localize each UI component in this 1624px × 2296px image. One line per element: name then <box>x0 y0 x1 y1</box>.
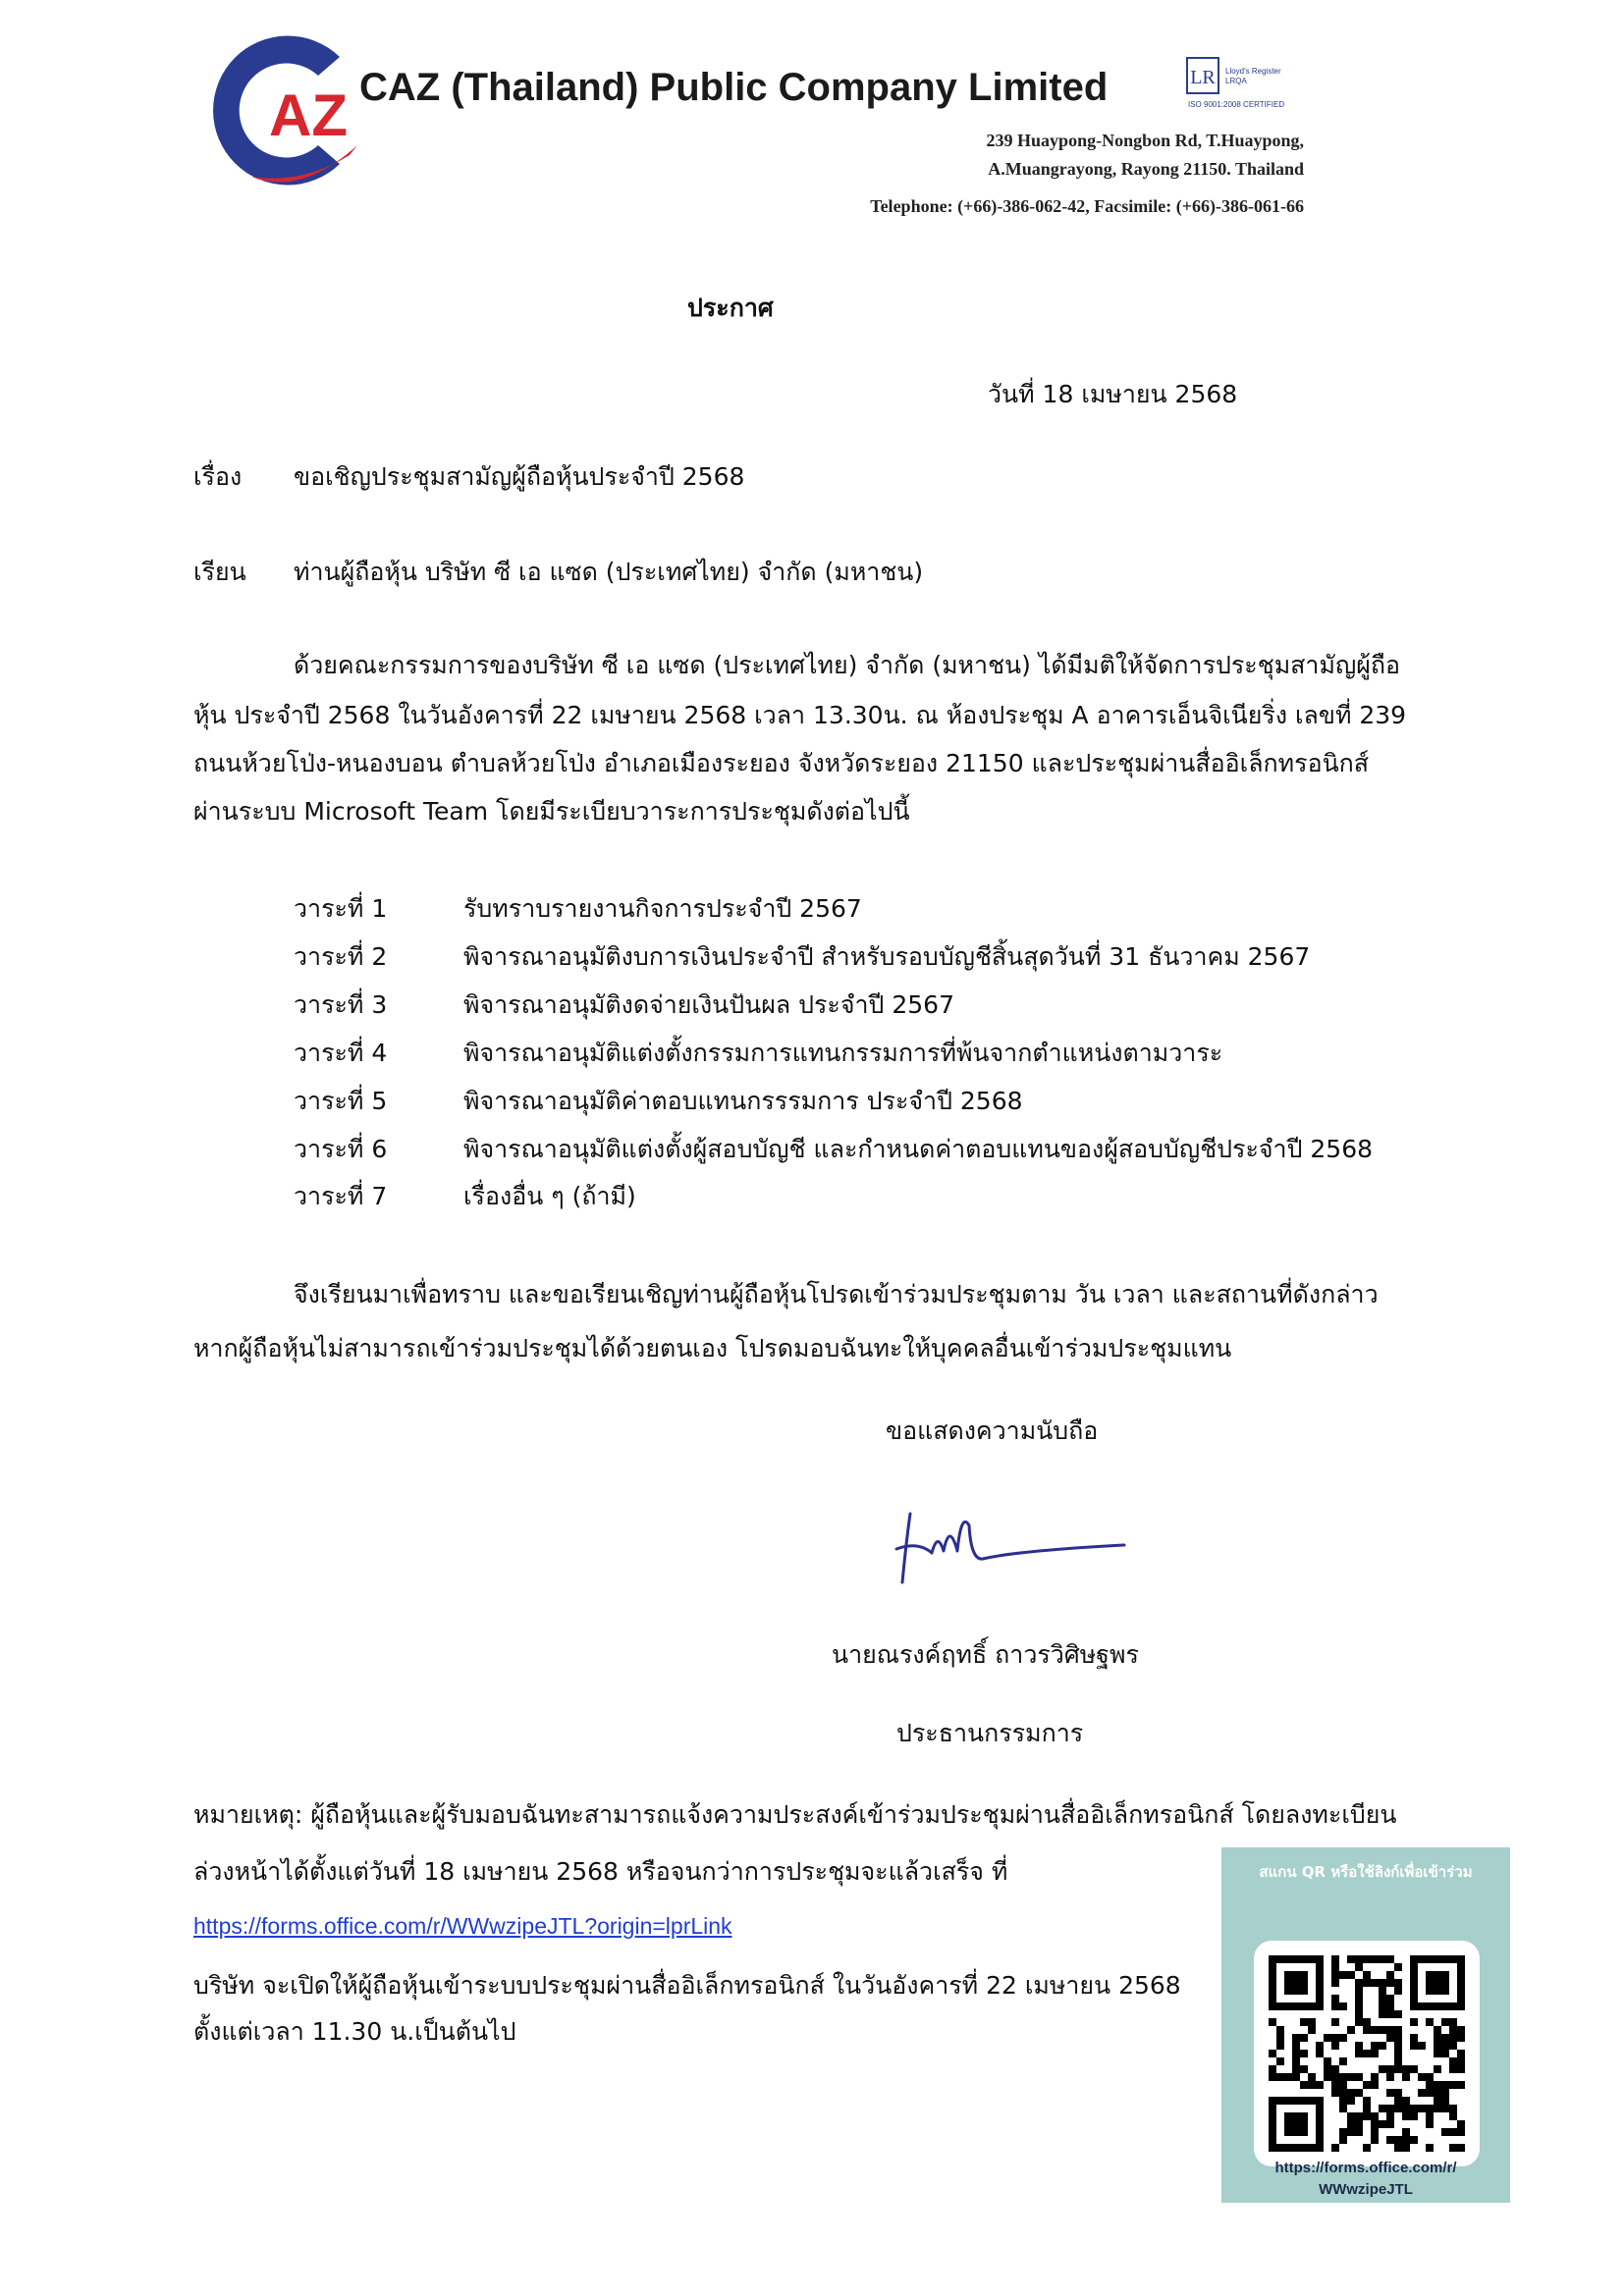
address-line-2: A.Muangrayong, Rayong 21150. Thailand <box>988 159 1304 179</box>
notice-title: ประกาศ <box>687 294 774 322</box>
subject-label: เรื่อง <box>193 462 243 491</box>
qr-frame <box>1254 1941 1480 2166</box>
invite-line: หากผู้ถือหุ้นไม่สามารถเข้าร่วมประชุมได้ด้วยตนเอง โปรดมอบฉันทะให้บุคคลอื่นเข้าร่วมประชุมแทน <box>193 1334 1232 1362</box>
agenda-item-text: พิจารณาอนุมัติงบการเงินประจำปี สำหรับรอบบัญชีสิ้นสุดวันที่ 31 ธันวาคม 2567 <box>463 942 1311 971</box>
qr-caption: สแกน QR หรือใช้ลิงก์เพื่อเข้าร่วม <box>1259 1863 1473 1881</box>
body-line: ผ่านระบบ Microsoft Team โดยมีระเบียบวาระการประชุมดังต่อไปนี้ <box>193 797 910 826</box>
signature-image <box>889 1502 1134 1590</box>
qr-card <box>1221 1847 1510 2203</box>
recipient-label: เรียน <box>193 558 246 586</box>
qr-url <box>1221 2158 1510 2201</box>
address-line-1: 239 Huaypong-Nongbon Rd, T.Huaypong, <box>986 131 1304 150</box>
lr-name: Lloyd's Register <box>1225 67 1281 76</box>
agenda-item-label: วาระที่ 7 <box>294 1182 388 1210</box>
certification-badge <box>1186 57 1314 116</box>
lr-sub: LRQA <box>1225 77 1247 85</box>
agenda-item-text: รับทราบรายงานกิจการประจำปี 2567 <box>463 894 862 923</box>
qr-url-line: WWwzipeJTL <box>1319 2180 1413 2198</box>
agenda-item-text: พิจารณาอนุมัติค่าตอบแทนกรรรมการ ประจำปี 2568 <box>463 1087 1023 1115</box>
body-line: หุ้น ประจำปี 2568 ในวันอังคารที่ 22 เมษายน 2568 เวลา 13.30น. ณ ห้องประชุม A อาคารเอ็นจิเนียริ่ง เลขที่ 239 <box>193 701 1407 729</box>
signer-title: ประธานกรรมการ <box>896 1719 1084 1747</box>
company-name: CAZ (Thailand) Public Company Limited <box>359 66 1109 109</box>
invite-line: จึงเรียนมาเพื่อทราบ และขอเรียนเชิญท่านผู้ถือหุ้นโปรดเข้าร่วมประชุมตาม วัน เวลา และสถานที่ดังกล่าว <box>294 1280 1379 1308</box>
recipient-text: ท่านผู้ถือหุ้น บริษัท ซี เอ แซด (ประเทศไทย) จำกัด (มหาชน) <box>294 558 924 586</box>
qr-url-line: https://forms.office.com/r/ <box>1274 2160 1457 2176</box>
agenda-item-label: วาระที่ 1 <box>294 894 388 923</box>
agenda-item-text: เรื่องอื่น ๆ (ถ้ามี) <box>463 1182 636 1210</box>
body-line: ด้วยคณะกรรมการของบริษัท ซี เอ แซด (ประเทศไทย) จำกัด (มหาชน) ได้มีมติให้จัดการประชุมสามัญผู้ถือ <box>294 651 1401 679</box>
registration-link[interactable]: https://forms.office.com/r/WWwzipeJTL?origin=lprLink <box>193 1913 732 1939</box>
lr-cert: ISO 9001:2008 CERTIFIED <box>1188 100 1285 109</box>
agenda-item-label: วาระที่ 6 <box>294 1135 388 1163</box>
note-line: หมายเหตุ: ผู้ถือหุ้นและผู้รับมอบฉันทะสามารถแจ้งความประสงค์เข้าร่วมประชุมผ่านสื่ออิเล็กทรอนิกส์ โดยลงทะเบียน <box>193 1800 1397 1829</box>
company-logo <box>192 29 379 191</box>
agenda-item-label: วาระที่ 4 <box>294 1039 388 1067</box>
system-line: ตั้งแต่เวลา 11.30 น.เป็นต้นไป <box>193 2017 516 2046</box>
subject-text: ขอเชิญประชุมสามัญผู้ถือหุ้นประจำปี 2568 <box>294 462 745 491</box>
lr-logo-icon <box>1186 57 1219 94</box>
agenda-item-text: พิจารณาอนุมัติแต่งตั้งกรรมการแทนกรรมการที่พ้นจากตำแหน่งตามวาระ <box>463 1039 1223 1067</box>
system-line: บริษัท จะเปิดให้ผู้ถือหุ้นเข้าระบบประชุมผ่านสื่ออิเล็กทรอนิกส์ ในวันอังคารที่ 22 เมษายน 2568 <box>193 1971 1181 2000</box>
agenda-item-text: พิจารณาอนุมัติแต่งตั้งผู้สอบบัญชี และกำหนดค่าตอบแทนของผู้สอบบัญชีประจำปี 2568 <box>463 1135 1374 1163</box>
svg-text:LR: LR <box>1190 67 1216 88</box>
note-line: ล่วงหน้าได้ตั้งแต่วันที่ 18 เมษายน 2568 หรือจนกว่าการประชุมจะแล้วเสร็จ ที่ <box>193 1857 1008 1886</box>
signer-name: นายณรงค์ฤทธิ์ ถาวรวิศิษฐพร <box>832 1640 1139 1669</box>
agenda-item-text: พิจารณาอนุมัติงดจ่ายเงินปันผล ประจำปี 2567 <box>463 990 954 1019</box>
closing-phrase: ขอแสดงความนับถือ <box>886 1416 1099 1445</box>
agenda-item-label: วาระที่ 3 <box>294 990 388 1019</box>
body-line: ถนนห้วยโป่ง-หนองบอน ตำบลห้วยโป่ง อำเภอเมืองระยอง จังหวัดระยอง 21150 และประชุมผ่านสื่ออิเล็กทรอนิกส์ <box>193 749 1370 777</box>
logo-text: AZ <box>269 82 348 148</box>
agenda-item-label: วาระที่ 2 <box>294 942 388 971</box>
contact-line: Telephone: (+66)-386-062-42, Facsimile: (+66)-386-061-66 <box>870 196 1304 216</box>
agenda-item-label: วาระที่ 5 <box>294 1087 388 1115</box>
notice-date: วันที่ 18 เมษายน 2568 <box>988 380 1238 408</box>
qr-code-icon[interactable] <box>1269 1955 1465 2152</box>
